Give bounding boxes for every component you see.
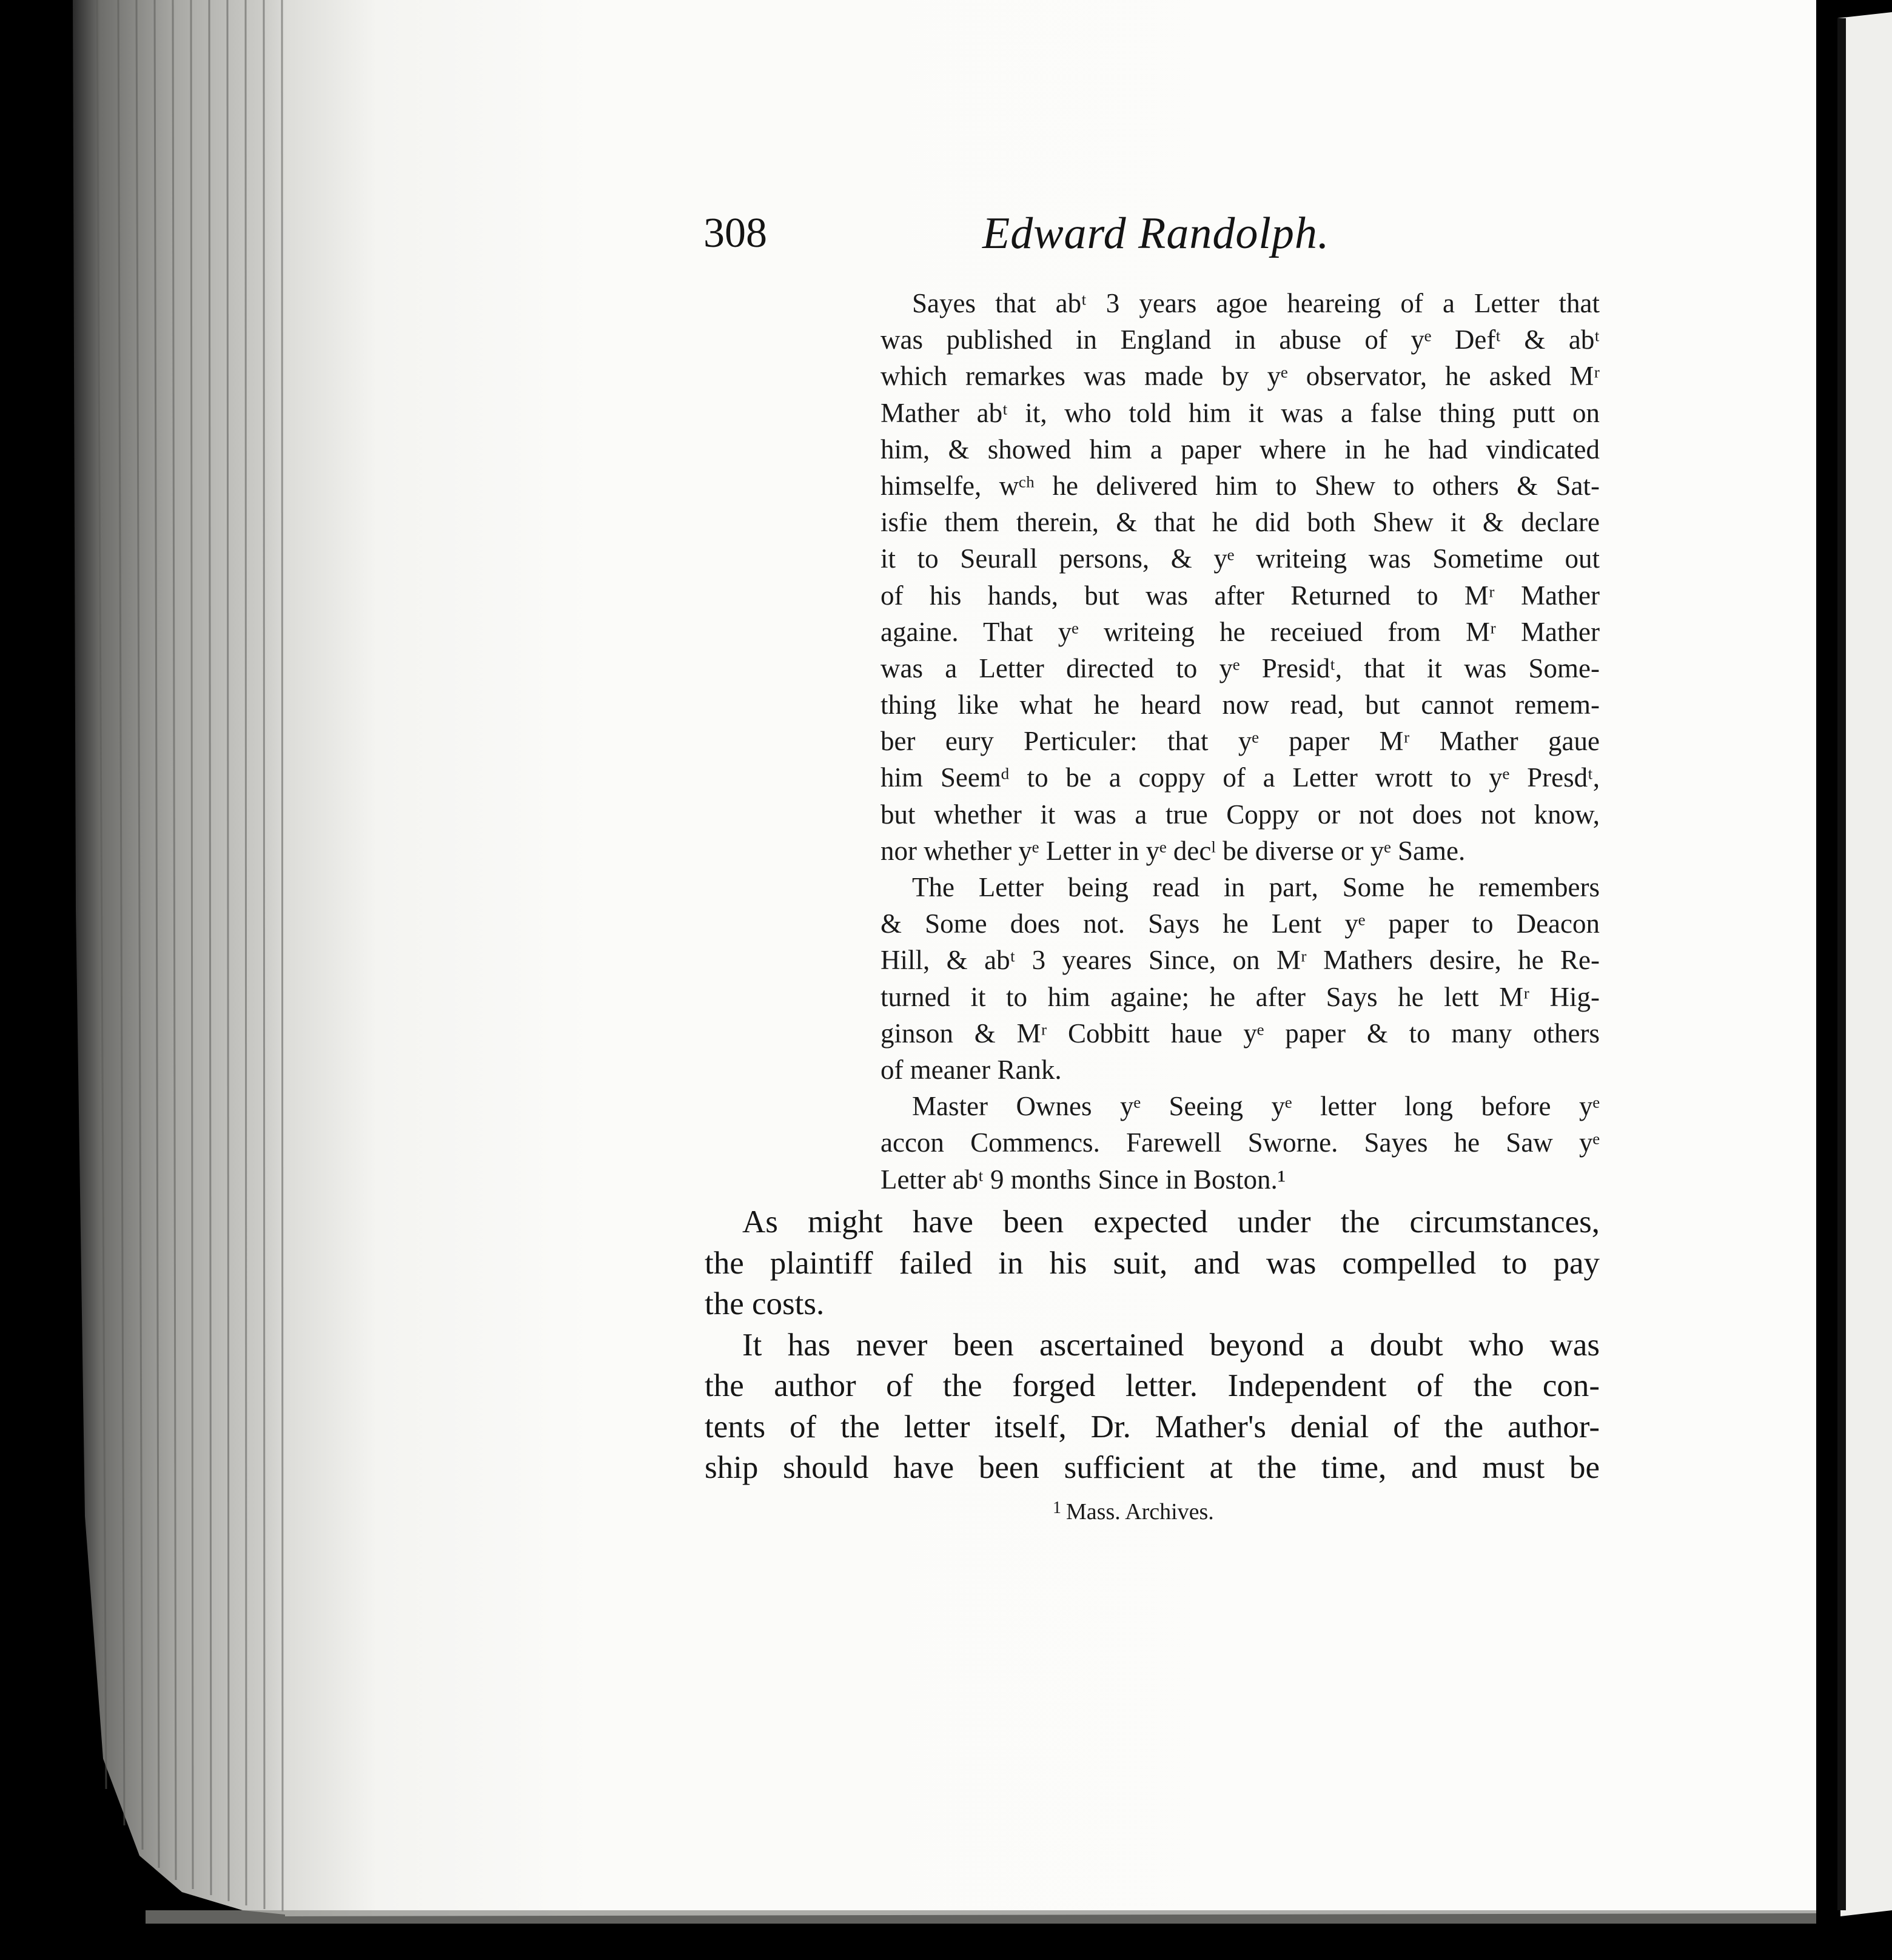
- quote-line: accon Commencs. Farewell Sworne. Sayes he Saw yᵉ: [881, 1127, 1600, 1158]
- quote-line: & Some does not. Says he Lent yᵉ paper to Deacon: [881, 908, 1600, 939]
- quote-line: Sayes that abᵗ 3 years agoe heareing of a Letter that: [912, 288, 1600, 318]
- quote-line: him, & showed him a paper where in he had vindicated: [881, 434, 1600, 465]
- footnote-marker: 1: [1053, 1499, 1061, 1517]
- body-line: tents of the letter itself, Dr. Mather's denial of the author-: [705, 1409, 1600, 1445]
- quote-line: but whether it was a true Coppy or not does not know,: [881, 799, 1600, 830]
- quote-line: was published in England in abuse of yᵉ Defᵗ & abᵗ: [881, 324, 1600, 355]
- quote-line: isfie them therein, & that he did both Shew it & declare: [881, 507, 1600, 538]
- quote-line: him Seemᵈ to be a coppy of a Letter wrott to yᵉ Presdᵗ,: [881, 762, 1600, 793]
- quote-line: turned it to him againe; he after Says he lett Mʳ Hig-: [881, 981, 1600, 1012]
- body-line: the plaintiff failed in his suit, and was compelled to pay: [705, 1245, 1600, 1281]
- quote-line: himselfe, wᶜʰ he delivered him to Shew to others & Sat-: [881, 470, 1600, 501]
- quote-line: The Letter being read in part, Some he remembers: [912, 872, 1600, 902]
- quote-line: of meaner Rank.: [881, 1054, 1062, 1085]
- quote-line: nor whether yᵉ Letter in yᵉ decˡ be diverse or yᵉ Same.: [881, 835, 1466, 866]
- quote-line: it to Seurall persons, & yᵉ writeing was Sometime out: [881, 543, 1600, 574]
- footnote: [1053, 1493, 1477, 1527]
- quote-line: Hill, & abᵗ 3 yeares Since, on Mʳ Mathers desire, he Re-: [881, 945, 1600, 976]
- body-line: the author of the forged letter. Independent of the con-: [705, 1368, 1600, 1403]
- body-line: ship should have been sufficient at the time, and must be: [705, 1450, 1600, 1485]
- page-number: 308: [703, 210, 767, 257]
- quote-line: ginson & Mʳ Cobbitt haue yᵉ paper & to many others: [881, 1018, 1600, 1049]
- body-line: the costs.: [705, 1286, 825, 1321]
- body-text: [705, 1202, 1600, 1489]
- quote-line: againe. That yᵉ writeing he receiued from Mʳ Mather: [881, 616, 1600, 647]
- quote-line: ber eury Perticuler: that yᵉ paper Mʳ Mather gaue: [881, 726, 1600, 757]
- quote-line: was a Letter directed to yᵉ Presidᵗ, that it was Some-: [881, 653, 1600, 683]
- quote-line: of his hands, but was after Returned to Mʳ Mather: [881, 580, 1600, 611]
- quote-line: Master Ownes yᵉ Seeing yᵉ letter long before yᵉ: [912, 1091, 1600, 1122]
- body-line: As might have been expected under the circumstances,: [742, 1204, 1600, 1240]
- quote-line: Mather abᵗ it, who told him it was a false thing putt on: [881, 397, 1600, 428]
- footnote-text: Mass. Archives.: [1066, 1499, 1214, 1525]
- quote-line: thing like what he heard now read, but cannot remem-: [881, 690, 1600, 720]
- page-header: [703, 200, 1601, 267]
- deposition-quote: [881, 285, 1600, 1198]
- running-head: Edward Randolph.: [982, 209, 1330, 258]
- quote-line: Letter abᵗ 9 months Since in Boston.¹: [881, 1164, 1286, 1195]
- quote-line: which remarkes was made by yᵉ observator, he asked Mʳ: [881, 361, 1600, 392]
- body-line: It has never been ascertained beyond a doubt who was: [742, 1327, 1600, 1363]
